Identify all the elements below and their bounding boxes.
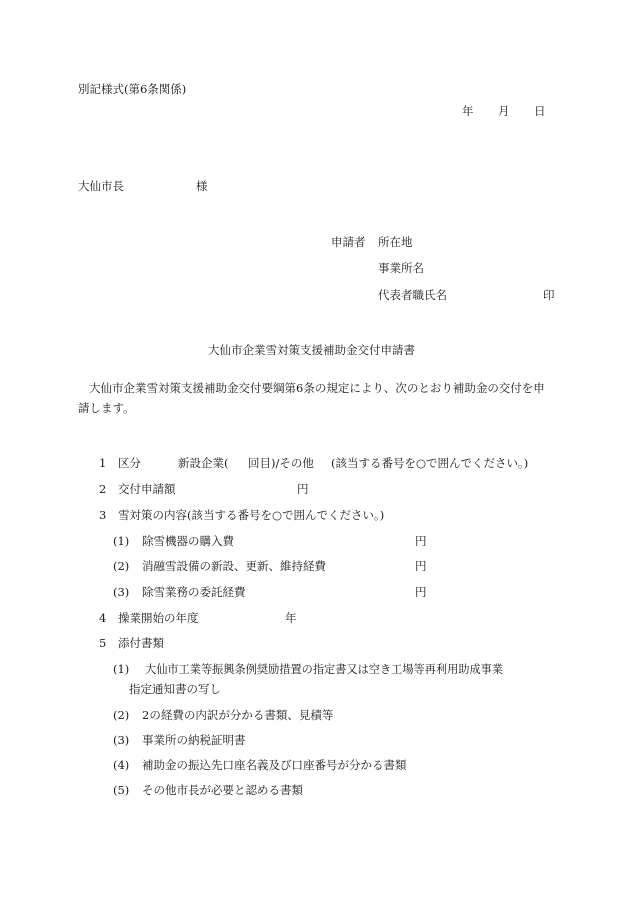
attachment-1-text: 大仙市工業等振興条例奨励措置の指定書又は空き工場等再利用助成事業: [145, 663, 504, 676]
attachment-5-text: その他市長が必要と認める書類: [142, 783, 303, 797]
attachment-2-number: (2): [113, 708, 130, 722]
attachment-3-text: 事業所の納税証明書: [142, 733, 246, 747]
attachment-4-number: (4): [113, 758, 130, 772]
date-day-label: 日: [534, 104, 546, 118]
attachment-4-text: 補助金の振込先口座名義及び口座番号が分かる書類: [142, 758, 407, 772]
category-note: (該当する番号を○で囲んでください。): [331, 456, 529, 470]
category-option-count: 回目)/その他: [248, 456, 314, 470]
form-note: 別記様式(第6条関係): [78, 82, 187, 96]
item-3-number: 3: [99, 508, 107, 522]
attachment-1-number: (1): [113, 662, 130, 676]
attachment-3-number: (3): [113, 733, 130, 747]
item-2-unit: 円: [297, 482, 309, 496]
addressee-honorific: 様: [196, 179, 208, 193]
item-4-label: 操業開始の年度: [118, 611, 199, 625]
category-option-new: 新設企業(: [178, 456, 229, 470]
item-5-number: 5: [99, 636, 107, 650]
item-3-sub-2-text: 消融雪設備の新設、更新、維持経費: [142, 559, 326, 573]
attachment-1-continuation: 指定通知書の写し: [129, 682, 221, 696]
item-3-sub-2-unit: 円: [415, 559, 427, 573]
item-3-sub-2-number: (2): [113, 559, 130, 573]
item-4-number: 4: [99, 611, 107, 625]
item-5-label: 添付書類: [118, 636, 164, 650]
item-1-number: 1: [99, 456, 107, 470]
applicant-office-label: 事業所名: [378, 261, 424, 275]
document-title: 大仙市企業雪対策支援補助金交付申請書: [208, 343, 415, 357]
item-3-label: 雪対策の内容(該当する番号を○で囲んでください。): [118, 508, 385, 522]
item-3-sub-1-text: 除雪機器の購入費: [142, 534, 234, 548]
item-3-sub-3-unit: 円: [415, 585, 427, 599]
item-3-sub-1-number: (1): [113, 534, 130, 548]
attachment-2-text: 2の経費の内訳が分かる書類、見積等: [142, 708, 334, 722]
item-3-sub-3-number: (3): [113, 585, 130, 599]
applicant-address-label: 所在地: [378, 235, 413, 249]
date-year-label: 年: [462, 104, 474, 118]
applicant-label: 申請者: [331, 235, 366, 249]
addressee-name: 大仙市長: [78, 179, 124, 193]
seal-mark: 印: [543, 288, 555, 302]
item-2-number: 2: [99, 482, 107, 496]
item-3-sub-1-unit: 円: [415, 534, 427, 548]
intro-line-2: 請します。: [78, 401, 135, 415]
item-4-unit: 年: [285, 611, 297, 625]
item-1-label: 区分: [118, 456, 141, 470]
intro-line-1: 大仙市企業雪対策支援補助金交付要綱第6条の規定により、次のとおり補助金の交付を申: [89, 381, 545, 395]
item-3-sub-3-text: 除雪業務の委託経費: [142, 585, 246, 599]
item-2-label: 交付申請額: [118, 482, 176, 496]
date-month-label: 月: [498, 104, 510, 118]
applicant-rep-label: 代表者職氏名: [378, 288, 447, 302]
attachment-5-number: (5): [113, 783, 130, 797]
